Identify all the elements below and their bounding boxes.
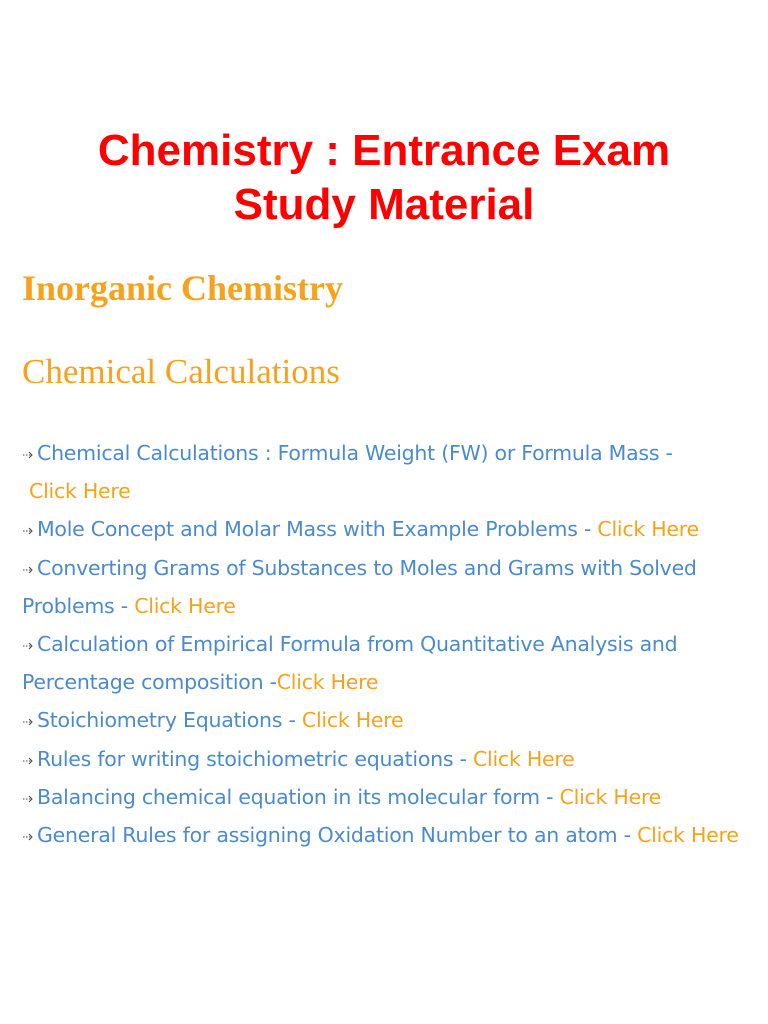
section-heading: Inorganic Chemistry xyxy=(22,268,343,308)
list-item-text: Converting Grams of Substances to Moles and Grams with Solved Problems - xyxy=(22,555,697,618)
list-item-text: Balancing chemical equation in its molecular form - xyxy=(37,784,560,809)
arrow-bullet-icon xyxy=(22,793,36,805)
list-item-text: Stoichiometry Equations - xyxy=(37,708,302,733)
arrow-bullet-icon xyxy=(22,716,36,728)
list-item-text: Rules for writing stoichiometric equations - xyxy=(37,746,473,771)
arrow-bullet-icon xyxy=(22,525,36,537)
list-item xyxy=(22,778,748,816)
click-here-link[interactable]: Click Here xyxy=(597,517,699,542)
page-title-line-1: Chemistry : Entrance Exam xyxy=(97,126,671,175)
list-item xyxy=(22,740,748,778)
list-item-text: Mole Concept and Molar Mass with Example Problems - xyxy=(37,517,598,542)
list-item xyxy=(22,510,748,548)
list-item xyxy=(22,625,748,701)
click-here-link[interactable]: Click Here xyxy=(472,746,575,771)
arrow-bullet-icon xyxy=(22,831,36,843)
page-title-line-2: Study Material xyxy=(233,180,535,229)
list-item-text: General Rules for assigning Oxidation Number to an atom - xyxy=(37,823,638,848)
list-item xyxy=(22,701,748,739)
arrow-bullet-icon xyxy=(22,564,36,576)
list-item-text: Chemical Calculations : Formula Weight (FW) or Formula Mass - xyxy=(37,441,673,465)
topic-list xyxy=(22,434,748,854)
click-here-link[interactable]: Click Here xyxy=(559,784,662,809)
list-item xyxy=(22,549,748,625)
click-here-link[interactable]: Click Here xyxy=(301,708,404,733)
click-here-link[interactable]: Click Here xyxy=(29,479,131,504)
click-here-link[interactable]: Click Here xyxy=(637,823,739,848)
subsection-heading: Chemical Calculations xyxy=(22,352,340,391)
page-title xyxy=(0,124,768,232)
list-item xyxy=(22,434,748,510)
arrow-bullet-icon xyxy=(22,449,36,461)
click-here-link[interactable]: Click Here xyxy=(134,593,236,618)
list-item xyxy=(22,816,748,854)
list-item-text: Calculation of Empirical Formula from Quantitative Analysis and Percentage composition - xyxy=(22,632,678,695)
arrow-bullet-icon xyxy=(22,755,36,767)
click-here-link[interactable]: Click Here xyxy=(276,670,379,695)
arrow-bullet-icon xyxy=(22,640,36,652)
